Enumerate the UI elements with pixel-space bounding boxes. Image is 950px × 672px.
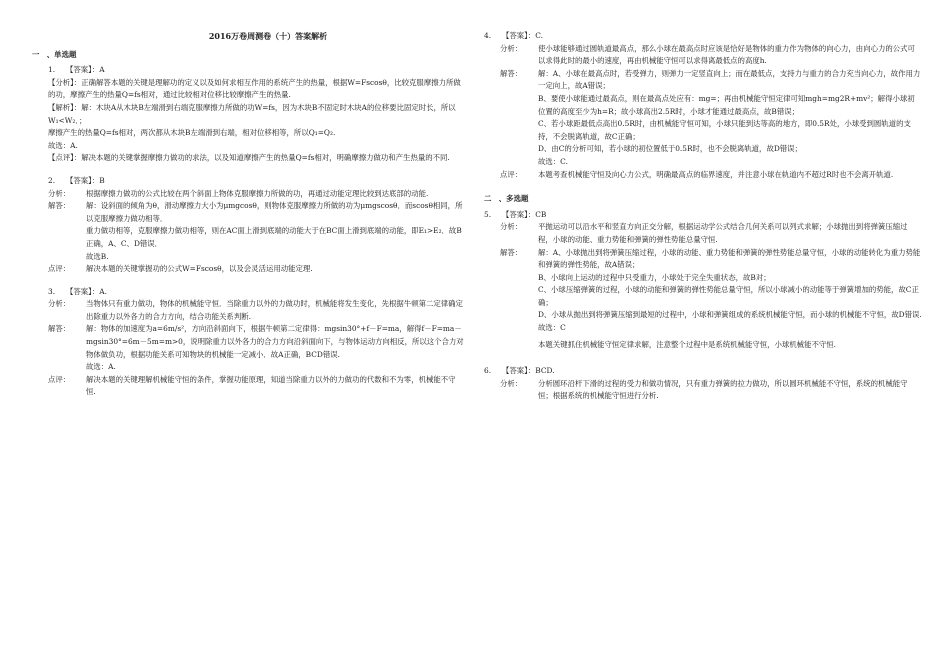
q5-solution-1: 解：A、小球抛出到将弹簧压缩过程，小球的动能、重力势能和弹簧的弹性势能总量守恒，小球的动能转化为重力势能和弹簧的弹性势能，故A错误； xyxy=(538,247,921,270)
q1-solution-3: 故选：A. xyxy=(48,140,78,150)
q3-solution-label: 解答： xyxy=(48,324,71,334)
q2-comment-row xyxy=(32,263,464,276)
q1-answer-text: 【答案】：A xyxy=(66,65,105,75)
q2-analysis-row xyxy=(32,188,464,201)
q2-solution-label: 解答： xyxy=(48,201,71,211)
q2-comment-label: 点评： xyxy=(48,264,71,274)
q2-solution-1: 解：设斜面的倾角为θ，滑动摩擦力大小为μmgcosθ，则物体克服摩擦力所做的功为μmgscosθ．而scosθ相同，所以克服摩擦力做功相等． xyxy=(86,201,463,223)
q5-number: 5. xyxy=(484,209,492,219)
q4-comment: 本题考查机械能守恒及向心力公式，明确最高点的临界速度，并注意小球在轨道内不超过R时也不会离开轨道. xyxy=(538,169,894,179)
q1-analysis: 【分析】：正确解答本题的关键是理解功的定义以及如何求相互作用的系统产生的热量，根据W=Fscosθ，比较克服摩擦力所做的功，摩擦产生的热量Q=fs相对，通过比较相对位移比较摩擦产生的热量. xyxy=(48,77,461,100)
q5-solution-2: B、小球向上运动的过程中只受重力，小球处于完全失重状态，故B对； xyxy=(538,272,771,282)
q6-answer-text: 【答案】：BCD. xyxy=(502,366,555,376)
q6-analysis-row xyxy=(484,378,922,403)
section-single-choice: 一 、单选题 xyxy=(32,49,77,59)
q5-answer-text: 【答案】：CB xyxy=(502,209,547,219)
q2-number: 2. xyxy=(48,175,56,185)
q5-solution-label: 解答： xyxy=(500,247,523,257)
q4-analysis-row xyxy=(484,43,922,68)
q4-analysis-label: 分析： xyxy=(500,43,523,53)
q3-comment-row xyxy=(32,374,464,399)
q5-solution-3: C、小球压缩弹簧的过程，小球的动能和弹簧的弹性势能总量守恒，所以小球减小的动能等于弹簧增加的势能，故C正确； xyxy=(538,285,919,307)
q5-analysis-row xyxy=(484,221,922,246)
left-column xyxy=(32,30,464,399)
q3-comment: 解决本题的关键理解机械能守恒的条件，掌握功能原理，知道当除重力以外的力做功的代数和不为零，机械能不守恒. xyxy=(86,374,456,397)
q6-analysis-label: 分析： xyxy=(500,378,523,388)
q1-solution-1: 【解析】：解：木块A从木块B左端滑到右端克服摩擦力所做的功W=fs，因为木块B不固定时木块A的位移要比固定时长，所以W₁<W₂．； xyxy=(48,102,456,125)
q3-analysis: 当物体只有重力做功，物体的机械能守恒．当除重力以外的力做功时，机械能将发生变化，先根据牛顿第二定律确定出除重力以外各力的合力方向，结合功能关系判断. xyxy=(86,299,463,321)
q4-solution-3: C、若小球距最低点高出0.5R时，由机械能守恒可知，小球只能到达等高的地方，即0.5R处，小球受到圆轨道的支持，不会脱离轨道，故C正确； xyxy=(538,119,911,141)
q2-solution-row xyxy=(32,200,464,263)
q2-analysis-label: 分析： xyxy=(48,188,71,198)
page-title: 2016万卷周测卷（十）答案解析 xyxy=(208,31,328,41)
q2-answer-text: 【答案】：B xyxy=(66,175,105,185)
section-multi-choice: 二 、多选题 xyxy=(484,194,529,204)
q4-solution-5: 故选：C. xyxy=(538,156,568,166)
q5-solution-row xyxy=(484,247,922,352)
q2-solution-2: 重力做功相等，克服摩擦力做功相等，则在AC面上滑到底端的动能大于在BC面上滑到底端的动能，即E₁>E₂．故B正确，A、C、D错误． xyxy=(86,226,462,248)
q6-number: 6. xyxy=(484,366,492,376)
q5-analysis: 平抛运动可以沿水平和竖直方向正交分解，根据运动学公式结合几何关系可以列式求解；小球抛出到将弹簧压缩过程，小球的动能、重力势能和弹簧的弹性势能总量守恒. xyxy=(538,222,908,244)
q1-comment: 【点评】：解决本题的关键掌握摩擦力做功的求法，以及知道摩擦产生的热量Q=fs相对，明确摩擦力做功和产生热量的不同. xyxy=(48,153,450,163)
q3-number: 3. xyxy=(48,286,56,296)
q3-analysis-label: 分析： xyxy=(48,299,71,309)
q4-comment-row xyxy=(484,169,922,182)
q3-answer xyxy=(32,286,464,299)
q4-solution-row xyxy=(484,68,922,169)
q3-comment-label: 点评： xyxy=(48,374,71,384)
q5-answer xyxy=(484,209,922,222)
q4-solution-2: B、要使小球能通过最高点，则在最高点处应有：mg=；再由机械能守恒定律可知mgh=mg2R+mv²；解得小球初位置的高度至少为h=R；故小球高出2.5R时，小球才能通过最高点，故B错误； xyxy=(538,93,915,116)
q4-answer xyxy=(484,30,922,43)
q5-comment: 本题关键抓住机械能守恒定律求解，注意整个过程中是系统机械能守恒，小球机械能不守恒. xyxy=(538,339,836,349)
q1-solution-2: 摩擦产生的热量Q=fs相对，两次都从木块B左端滑到右端，相对位移相等，所以Q₁=Q₂. xyxy=(48,128,336,138)
q4-number: 4. xyxy=(484,31,492,40)
q4-solution-4: D、由C的分析可知，若小球的初位置低于0.5R时，也不会脱离轨道，故D错误； xyxy=(538,144,802,154)
q5-solution-5: 故选：C xyxy=(538,323,566,333)
q2-comment: 解决本题的关键掌握功的公式W=Fscosθ，以及会灵活运用动能定理. xyxy=(86,264,313,274)
q3-solution-row xyxy=(32,323,464,373)
q6-analysis: 分析圆环沿杆下滑的过程的受力和做功情况，只有重力弹簧的拉力做功，所以圆环机械能不守恒，系统的机械能守恒；根据系统的机械能守恒进行分析. xyxy=(538,378,908,401)
q4-solution-label: 解答： xyxy=(500,68,523,78)
q3-answer-text: 【答案】：A. xyxy=(66,286,107,296)
q1-answer xyxy=(32,64,464,77)
right-column xyxy=(484,30,922,403)
q4-comment-label: 点评： xyxy=(500,169,523,179)
q3-solution-2: 故选：A. xyxy=(86,362,116,372)
q3-analysis-row xyxy=(32,298,464,323)
q4-analysis: 使小球能够通过圆轨道最高点，那么小球在最高点时应该是恰好是物体的重力作为物体的向心力，由向心力的公式可以求得此时的最小的速度，再由机械能守恒可以求得离最低点的高度h. xyxy=(538,43,915,66)
q6-answer xyxy=(484,365,922,378)
q1-number: 1. xyxy=(48,65,56,75)
q4-answer-text: 【答案】：C. xyxy=(502,31,543,40)
q4-solution-1: 解：A、小球在最高点时，若受弹力，则弹力一定竖直向上；而在最低点，支持力与重力的合力充当向心力，故作用力一定向上，故A错误； xyxy=(538,68,921,91)
q2-solution-3: 故选B. xyxy=(86,251,109,261)
q3-solution-1: 解：物体的加速度为a=6m/s²，方向沿斜面向下，根据牛顿第二定律得：mgsin30°+f－F=ma，解得f－F=ma－mgsin30°=6m－5m=m>0，说明除重力以外各力的合力方向沿斜面向下，与物体运动方向相反，所以这个合力对物体做负功，根据功能关系可知物块的机械能一定减小．故A正确，BCD错误. xyxy=(86,324,464,359)
q2-answer xyxy=(32,175,464,188)
q5-analysis-label: 分析： xyxy=(500,222,523,232)
q2-analysis: 根据摩擦力做功的公式比较在两个斜面上物体克服摩擦力所做的功，再通过动能定理比较到达底部的动能. xyxy=(86,188,429,198)
q5-solution-4: D、小球从抛出到将弹簧压缩到最短的过程中，小球和弹簧组成的系统机械能守恒，而小球的机械能不守恒，故D错误. xyxy=(538,310,922,320)
